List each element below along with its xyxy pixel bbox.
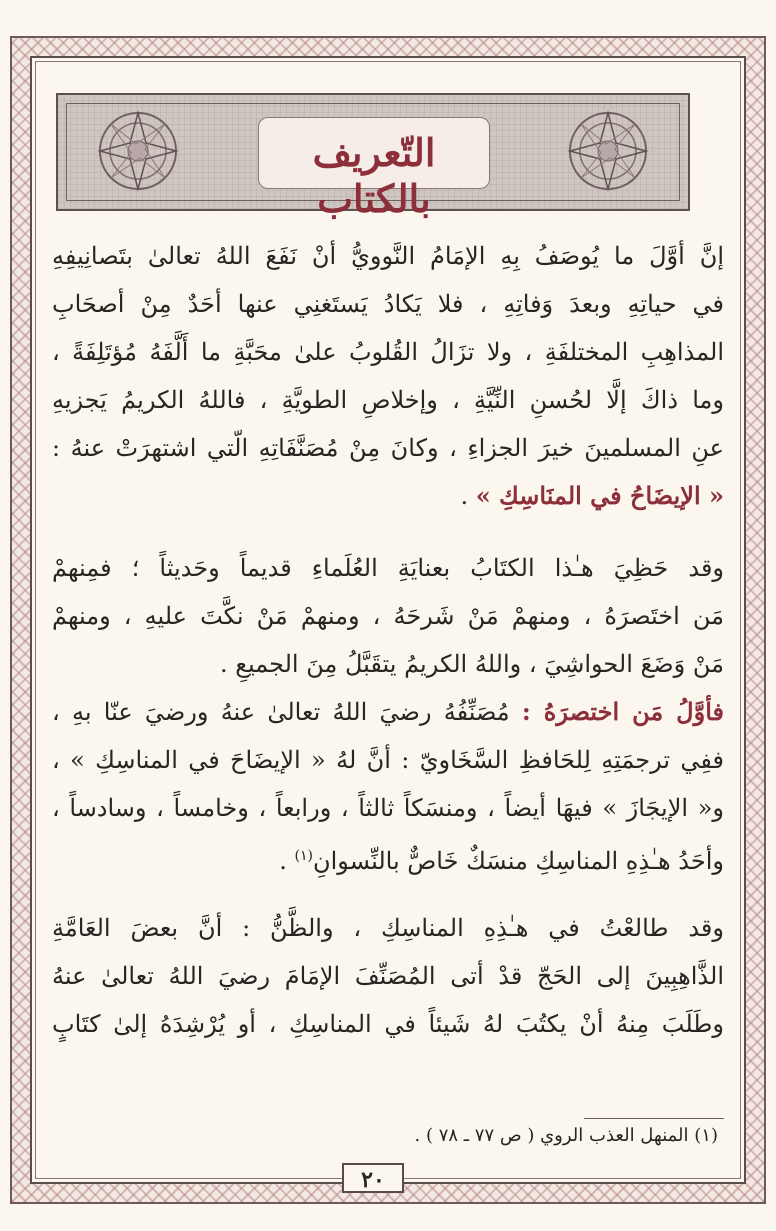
text-line: عنِ المسلمينَ خيرَ الجزاءِ ، وكانَ مِنْ مُصَنَّفَاتِهِ الّتي اشتهرَتْ عنهُ : [52,434,724,462]
text-line: وقد طالعْتُ في هـٰذِهِ المناسِكِ ، والظَّنُّ : أنَّ بعضَ العَامَّةِ [52,914,724,942]
footnote: (١) المنهل العذب الروي ( ص ٧٧ ـ ٧٨ ) . [414,1125,718,1146]
text-line [52,472,724,520]
text-line: و« الإيجَازَ » فيهَا أيضاً ، ومنسَكاً ثالثاً ، ورابعاً ، وخامساً ، وسادساً ، [52,794,724,822]
rosette-ornament-icon [566,109,650,193]
text-line: وطَلَبَ مِنهُ أنْ يكتُبَ لهُ شَيئاً في المناسِكِ ، أو يُرْشِدَهُ إلىٰ كتَابٍ [52,1010,724,1038]
page-number: ٢٠ [342,1163,404,1193]
punctuation: . [279,847,295,875]
text-line: مَن اختَصرَهُ ، ومنهمْ مَنْ شَرحَهُ ، ومنهمْ مَنْ نكَّتَ عليهِ ، ومنهمْ [52,602,724,630]
page-title: التّعريف بالكتاب [312,130,436,221]
rosette-ornament-icon [96,109,180,193]
title-cartouche [258,117,490,221]
text-line: مَنْ وَضَعَ الحواشِيَ ، واللهُ الكريمُ يتقَبَّلُ مِنَ الجميعِ . [219,650,724,678]
text-line: ففِي ترجمَتِهِ لِلحَافظِ السَّخَاويّ : أنَّ لهُ « الإيضَاحَ في المناسِكِ » ، [52,746,724,774]
punctuation: . [460,482,476,510]
text-line: وقد حَظِيَ هـٰذا الكتَابُ بعنايَةِ العُلَماءِ قديماً وحَديثاً ؛ فمِنهمْ [52,554,724,582]
text-line: وما ذاكَ إلَّا لحُسنِ النِّيَّةِ ، وإخلاصِ الطويَّةِ ، فاللهُ الكريمُ يَجزيهِ [52,386,724,414]
text-run: وأحَدُ هـٰذِهِ المناسِكِ منسَكٌ خَاصٌّ بالنِّسوانِ [313,847,724,875]
text-line: إنَّ أوَّلَ ما يُوصَفُ بِهِ الإمَامُ النَّوويُّ أنْ نَفَعَ اللهُ تعالىٰ بتَصانِيفِهِ [52,242,724,270]
text-line [52,688,724,736]
text-line [52,832,724,880]
book-title: « الإيضَاحُ في المنَاسِكِ » [475,481,724,510]
text-line: في حياتِهِ وبعدَ وَفاتِهِ ، فلا يَكادُ يَستَغنِي عنها أحَدٌ مِنْ أصحَابِ [52,290,725,318]
text-run: مُصَنِّفُهُ رضيَ اللهُ تعالىٰ عنهُ ورضيَ عنّا بهِ ، [52,698,510,726]
body-text [52,232,724,1048]
text-line: الذَّاهِبِينَ إلى الحَجّ قدْ أتى المُصَنِّفَ الإمَامَ رضيَ اللهُ تعالىٰ عنهُ [52,962,724,990]
section-lead: فأوَّلُ مَن اختصرَهُ : [521,697,724,726]
text-line: المذاهِبِ المختلفَةِ ، ولا تزَالُ القُلوبُ علىٰ محَبَّةِ ما أَلَّفَهُ مُؤتَلِفَةً ، [52,338,724,366]
footnote-marker[interactable]: (١) [294,848,313,864]
title-banner [56,93,690,221]
